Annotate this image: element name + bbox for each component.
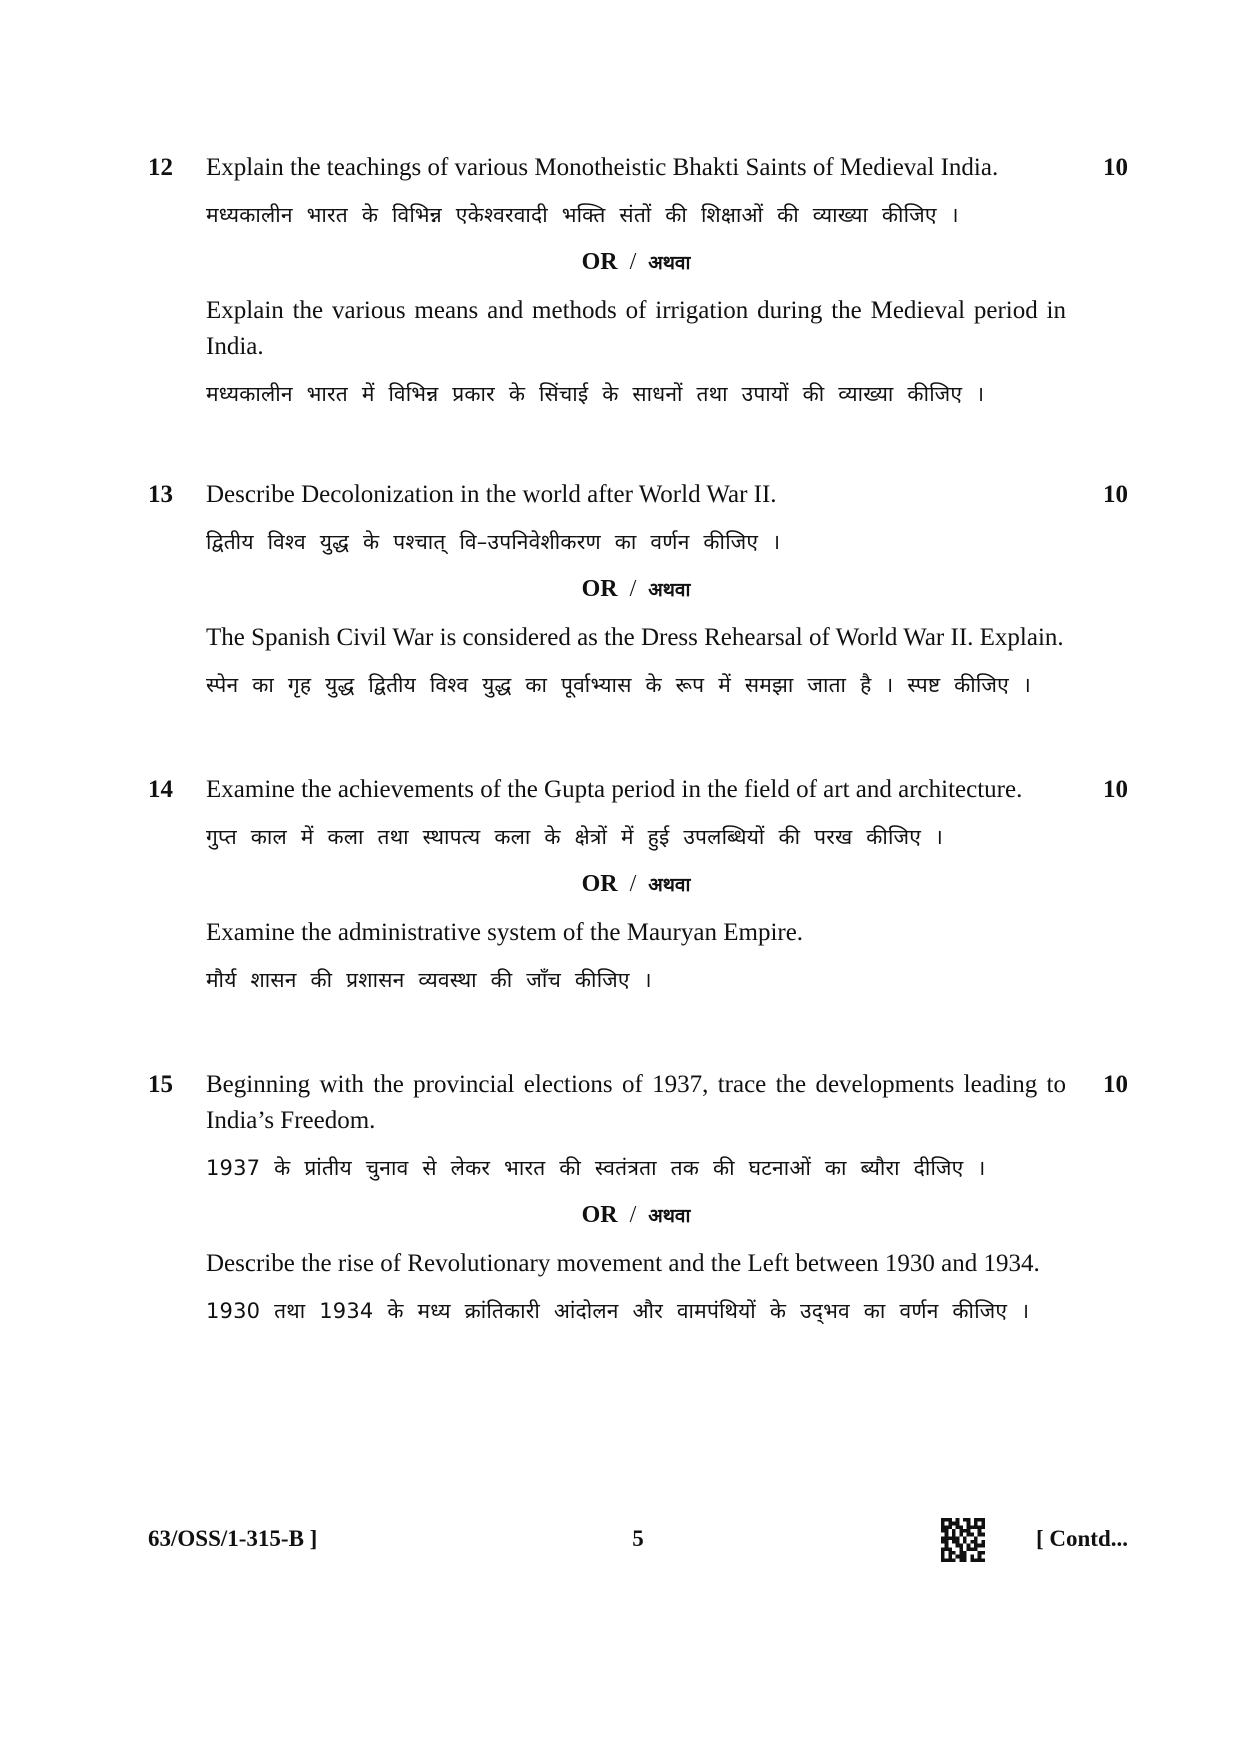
question-marks: 10 xyxy=(1103,481,1128,508)
question-number: 15 xyxy=(148,1071,173,1098)
or-label-en: OR xyxy=(581,871,618,897)
question-text-en: Beginning with the provincial elections of 1937, trace the developments leading to India’s Freedom. xyxy=(206,1071,1066,1134)
question-marks: 10 xyxy=(1103,154,1128,181)
question-body xyxy=(206,772,1066,995)
or-slash: / xyxy=(629,249,637,275)
question-body xyxy=(206,1067,1066,1326)
or-slash: / xyxy=(629,576,637,602)
or-label-hi: अथवा xyxy=(648,252,691,274)
question-number: 12 xyxy=(148,154,173,181)
question-body xyxy=(206,150,1066,409)
question-number: 13 xyxy=(148,481,173,508)
or-label-hi: अथवा xyxy=(648,874,691,896)
alternative-text-en: Explain the various means and methods of irrigation during the Medieval period in India. xyxy=(206,297,1066,360)
question-text-en: Explain the teachings of various Monotheistic Bhakti Saints of Medieval India. xyxy=(206,154,999,181)
or-label-hi: अथवा xyxy=(648,579,691,601)
or-separator xyxy=(206,573,1066,606)
qr-code-icon xyxy=(940,1518,986,1562)
or-separator xyxy=(206,1199,1066,1232)
question-body xyxy=(206,477,1066,700)
or-label-hi: अथवा xyxy=(648,1205,691,1227)
or-slash: / xyxy=(629,871,637,897)
or-separator xyxy=(206,246,1066,279)
or-label-en: OR xyxy=(581,576,618,602)
alternative-text-hi: मौर्य शासन की प्रशासन व्यवस्था की जाँच कीजिए । xyxy=(206,968,652,992)
alternative-text-en: Examine the administrative system of the Mauryan Empire. xyxy=(206,919,804,946)
question-number: 14 xyxy=(148,776,173,803)
question-text-hi: मध्यकालीन भारत के विभिन्न एकेश्वरवादी भक्ति संतों की शिक्षाओं की व्याख्या कीजिए । xyxy=(206,203,959,227)
question-text-hi: 1937 के प्रांतीय चुनाव से लेकर भारत की स्वतंत्रता तक की घटनाओं का ब्यौरा दीजिए । xyxy=(206,1156,986,1180)
continued-label: [ Contd... xyxy=(1035,1526,1128,1551)
question-text-hi: गुप्त काल में कला तथा स्थापत्य कला के क्षेत्रों में हुई उपलब्धियों की परख कीजिए । xyxy=(206,825,944,849)
or-slash: / xyxy=(629,1202,637,1228)
question-text-hi: द्वितीय विश्व युद्ध के पश्चात् वि–उपनिवेशीकरण का वर्णन कीजिए । xyxy=(206,530,781,554)
page-footer xyxy=(148,1522,1128,1562)
alternative-text-hi: 1930 तथा 1934 के मध्य क्रांतिकारी आंदोलन और वामपंथियों के उद्‌भव का वर्णन कीजिए । xyxy=(206,1299,1030,1323)
question-marks: 10 xyxy=(1103,776,1128,803)
page-number: 5 xyxy=(632,1526,644,1551)
question-text-en: Examine the achievements of the Gupta period in the field of art and architecture. xyxy=(206,776,1023,803)
question-text-en: Describe Decolonization in the world after World War II. xyxy=(206,481,777,508)
or-separator xyxy=(206,868,1066,901)
or-label-en: OR xyxy=(581,1202,618,1228)
alternative-text-en: The Spanish Civil War is considered as the Dress Rehearsal of World War II. Explain. xyxy=(206,624,1064,651)
alternative-text-hi: स्पेन का गृह युद्ध द्वितीय विश्व युद्ध का पूर्वाभ्यास के रूप में समझा जाता है । स्पष्ट कीजिए । xyxy=(206,673,1032,697)
alternative-text-hi: मध्यकालीन भारत में विभिन्न प्रकार के सिंचाई के साधनों तथा उपायों की व्याख्या कीजिए । xyxy=(206,382,985,406)
paper-code: 63/OSS/1-315-B ] xyxy=(148,1526,318,1551)
alternative-text-en: Describe the rise of Revolutionary movement and the Left between 1930 and 1934. xyxy=(206,1250,1040,1277)
question-marks: 10 xyxy=(1103,1071,1128,1098)
or-label-en: OR xyxy=(581,249,618,275)
